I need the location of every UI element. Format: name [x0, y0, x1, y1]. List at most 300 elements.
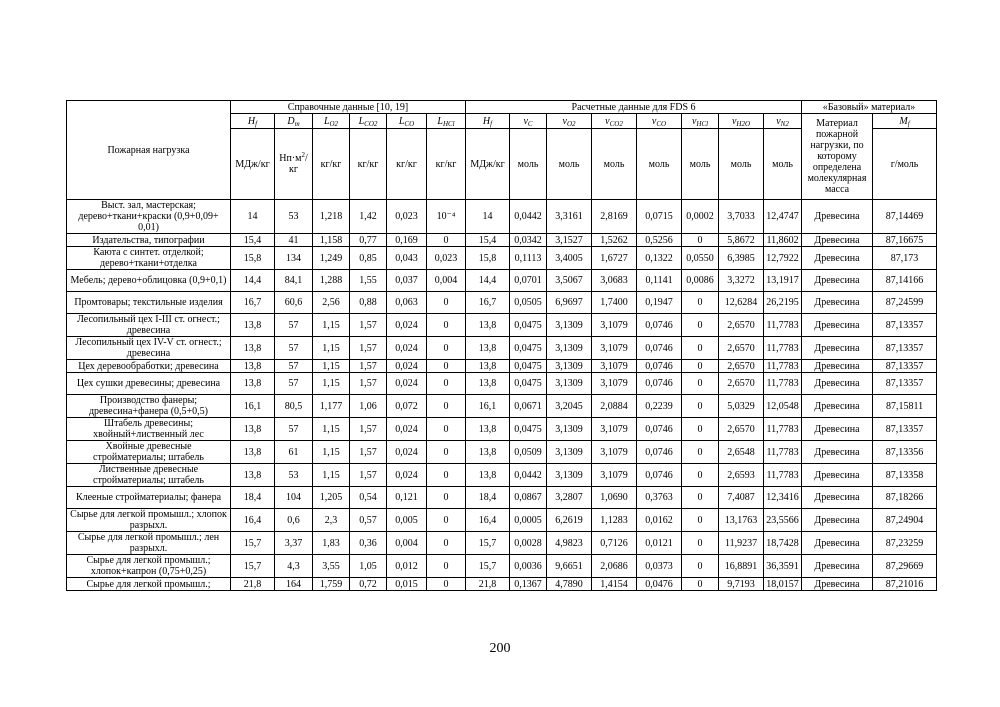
table-cell: 15,7 — [231, 532, 275, 555]
table-cell: 13,8 — [466, 337, 510, 360]
table-cell: 87,18266 — [873, 487, 937, 509]
table-cell: 1,57 — [350, 314, 387, 337]
table-row — [67, 555, 937, 578]
column-symbol-mf: $M_f$ — [873, 114, 937, 129]
table-row — [67, 373, 937, 395]
column-symbol: $\nu_{N2}$ — [764, 114, 802, 129]
table-cell: 11,8602 — [764, 234, 802, 247]
table-cell: 1,15 — [313, 337, 350, 360]
table-cell: Древесина — [802, 487, 873, 509]
table-cell: 0 — [427, 337, 466, 360]
document-page — [66, 100, 936, 591]
table-cell: 13,8 — [231, 337, 275, 360]
table-cell: 1,158 — [313, 234, 350, 247]
table-cell: 0 — [427, 360, 466, 373]
table-cell: 0,043 — [387, 247, 427, 270]
table-cell: 1,57 — [350, 441, 387, 464]
table-cell: 2,6548 — [719, 441, 764, 464]
header-reference-data: Справочные данные [10, 19] — [231, 101, 466, 114]
table-cell: 0,0746 — [637, 464, 682, 487]
table-cell: 5,0329 — [719, 395, 764, 418]
table-cell: 3,1079 — [592, 373, 637, 395]
table-cell: 0,77 — [350, 234, 387, 247]
fire-load-name: Хвойные древесные стройматериалы; штабель — [67, 441, 231, 464]
table-cell: 6,3985 — [719, 247, 764, 270]
table-cell: 87,13356 — [873, 441, 937, 464]
table-cell: 1,57 — [350, 373, 387, 395]
table-cell: 1,6727 — [592, 247, 637, 270]
table-row — [67, 337, 937, 360]
table-cell: 0,36 — [350, 532, 387, 555]
table-cell: Древесина — [802, 292, 873, 314]
column-unit: $Нп\cdot м^2/$ кг — [275, 129, 313, 200]
column-symbol: $L_{CO2}$ — [350, 114, 387, 129]
table-cell: 12,4747 — [764, 200, 802, 234]
table-cell: 1,05 — [350, 555, 387, 578]
table-cell: 0,063 — [387, 292, 427, 314]
table-cell: Древесина — [802, 395, 873, 418]
table-cell: 0,0746 — [637, 441, 682, 464]
table-cell: Древесина — [802, 200, 873, 234]
fire-load-name: Лесопильный цех I-III ст. огнест.; древесина — [67, 314, 231, 337]
table-cell: 0,0475 — [510, 314, 547, 337]
table-cell: 104 — [275, 487, 313, 509]
fire-load-name: Мебель; дерево+облицовка (0,9+0,1) — [67, 270, 231, 292]
table-cell: 0,015 — [387, 578, 427, 591]
table-cell: 0,72 — [350, 578, 387, 591]
column-symbol: $\nu_{O2}$ — [547, 114, 592, 129]
table-cell: 21,8 — [466, 578, 510, 591]
table-cell: 84,1 — [275, 270, 313, 292]
table-cell: 0,0162 — [637, 509, 682, 532]
column-symbol: $\nu_{CO}$ — [637, 114, 682, 129]
table-cell: 13,8 — [466, 464, 510, 487]
table-cell: 0,012 — [387, 555, 427, 578]
table-cell: 15,7 — [466, 555, 510, 578]
table-cell: 0 — [682, 487, 719, 509]
table-cell: 0,85 — [350, 247, 387, 270]
table-cell: 57 — [275, 314, 313, 337]
table-cell: 3,1079 — [592, 314, 637, 337]
table-cell: 0,1367 — [510, 578, 547, 591]
table-cell: 1,759 — [313, 578, 350, 591]
column-unit: моль — [682, 129, 719, 200]
column-symbol: $L_{O2}$ — [313, 114, 350, 129]
table-cell: 3,5067 — [547, 270, 592, 292]
table-cell: 0 — [427, 373, 466, 395]
fire-load-name: Клееные стройматериалы; фанера — [67, 487, 231, 509]
fire-load-name: Штабель древесины; хвойный+лиственный лес — [67, 418, 231, 441]
table-cell: 16,8891 — [719, 555, 764, 578]
table-cell: 87,14166 — [873, 270, 937, 292]
table-cell: 0,0746 — [637, 337, 682, 360]
table-cell: 0 — [427, 532, 466, 555]
table-cell: 0,1322 — [637, 247, 682, 270]
table-cell: Древесина — [802, 578, 873, 591]
fire-load-name: Промтовары; текстильные изделия — [67, 292, 231, 314]
table-cell: 3,1309 — [547, 337, 592, 360]
table-cell: 0,0476 — [637, 578, 682, 591]
table-cell: 0,0121 — [637, 532, 682, 555]
table-cell: 87,13357 — [873, 314, 937, 337]
header-calculated-data: Расчетные данные для FDS 6 — [466, 101, 802, 114]
table-cell: 3,0683 — [592, 270, 637, 292]
table-cell: 3,3272 — [719, 270, 764, 292]
table-cell: 16,1 — [231, 395, 275, 418]
column-unit: кг/кг — [313, 129, 350, 200]
table-cell: 21,8 — [231, 578, 275, 591]
table-cell: 0,3763 — [637, 487, 682, 509]
table-cell: 0,0342 — [510, 234, 547, 247]
table-cell: 13,8 — [231, 360, 275, 373]
table-cell: 11,7783 — [764, 441, 802, 464]
table-cell: 0,024 — [387, 360, 427, 373]
table-cell: 13,8 — [231, 418, 275, 441]
table-cell: 87,14469 — [873, 200, 937, 234]
table-cell: 53 — [275, 200, 313, 234]
table-cell: 0 — [427, 395, 466, 418]
table-cell: 3,1079 — [592, 360, 637, 373]
table-row — [67, 292, 937, 314]
table-cell: 0,2239 — [637, 395, 682, 418]
table-cell: 13,8 — [231, 373, 275, 395]
column-unit: кг/кг — [387, 129, 427, 200]
table-cell: 0,0475 — [510, 337, 547, 360]
table-cell: 164 — [275, 578, 313, 591]
table-cell: Древесина — [802, 418, 873, 441]
table-cell: 0,1947 — [637, 292, 682, 314]
table-cell: Древесина — [802, 360, 873, 373]
table-cell: 1,42 — [350, 200, 387, 234]
table-cell: 0 — [427, 314, 466, 337]
fire-load-name: Лесопильный цех IV-V ст. огнест.; древесина — [67, 337, 231, 360]
table-cell: 0,0746 — [637, 373, 682, 395]
table-cell: 0 — [427, 464, 466, 487]
table-cell: 3,1527 — [547, 234, 592, 247]
table-cell: 61 — [275, 441, 313, 464]
fire-load-name: Сырье для легкой промышл.; — [67, 578, 231, 591]
table-cell: 16,1 — [466, 395, 510, 418]
table-cell: 9,7193 — [719, 578, 764, 591]
table-cell: 0 — [427, 292, 466, 314]
table-cell: 11,7783 — [764, 464, 802, 487]
column-unit: МДж/кг — [231, 129, 275, 200]
table-cell: 2,56 — [313, 292, 350, 314]
table-cell: 87,13357 — [873, 360, 937, 373]
table-cell: 3,1309 — [547, 418, 592, 441]
fire-load-name: Цех сушки древесины; древесина — [67, 373, 231, 395]
table-cell: 1,177 — [313, 395, 350, 418]
table-cell: 3,1309 — [547, 314, 592, 337]
table-row — [67, 314, 937, 337]
table-cell: 0,024 — [387, 418, 427, 441]
table-cell: 9,6651 — [547, 555, 592, 578]
table-cell: 0,0028 — [510, 532, 547, 555]
table-cell: 0,0746 — [637, 314, 682, 337]
table-cell: 18,4 — [231, 487, 275, 509]
table-cell: 3,1079 — [592, 441, 637, 464]
table-cell: 12,3416 — [764, 487, 802, 509]
table-cell: 0,0509 — [510, 441, 547, 464]
table-cell: Древесина — [802, 270, 873, 292]
table-cell: 57 — [275, 418, 313, 441]
table-cell: 36,3591 — [764, 555, 802, 578]
table-cell: 11,7783 — [764, 373, 802, 395]
table-cell: 2,0686 — [592, 555, 637, 578]
table-cell: 87,15811 — [873, 395, 937, 418]
table-cell: Древесина — [802, 441, 873, 464]
fire-load-name: Выст. зал, мастерская; дерево+ткани+краски (0,9+0,09+ 0,01) — [67, 200, 231, 234]
column-symbol: $L_{CO}$ — [387, 114, 427, 129]
table-cell: 2,6570 — [719, 373, 764, 395]
table-cell: 3,7033 — [719, 200, 764, 234]
table-cell: 0,1113 — [510, 247, 547, 270]
table-cell: 0 — [682, 395, 719, 418]
table-cell: 12,6284 — [719, 292, 764, 314]
table-cell: 0 — [682, 555, 719, 578]
column-unit: моль — [510, 129, 547, 200]
table-cell: 0,004 — [427, 270, 466, 292]
table-cell: 14,4 — [466, 270, 510, 292]
table-row — [67, 247, 937, 270]
table-cell: 3,37 — [275, 532, 313, 555]
table-cell: 0,0505 — [510, 292, 547, 314]
table-cell: 0 — [682, 418, 719, 441]
fire-load-name: Лиственные древесные стройматериалы; штабель — [67, 464, 231, 487]
table-cell: 14,4 — [231, 270, 275, 292]
table-cell: 0,0475 — [510, 373, 547, 395]
fire-load-name: Сырье для легкой промышл.; хлопок+капрон (0,75+0,25) — [67, 555, 231, 578]
table-cell: 87,24904 — [873, 509, 937, 532]
table-cell: 87,173 — [873, 247, 937, 270]
table-cell: 0,88 — [350, 292, 387, 314]
table-cell: 12,0548 — [764, 395, 802, 418]
column-unit: кг/кг — [427, 129, 466, 200]
column-symbol: $\nu_{H2O}$ — [719, 114, 764, 129]
table-cell: 3,1079 — [592, 464, 637, 487]
table-cell: 57 — [275, 337, 313, 360]
fire-load-table — [66, 100, 937, 591]
table-cell: 1,249 — [313, 247, 350, 270]
table-cell: 0,0005 — [510, 509, 547, 532]
table-cell: 13,8 — [466, 373, 510, 395]
table-cell: 2,6593 — [719, 464, 764, 487]
table-cell: 0,0746 — [637, 418, 682, 441]
table-row — [67, 270, 937, 292]
table-cell: 1,288 — [313, 270, 350, 292]
table-cell: 1,1283 — [592, 509, 637, 532]
table-cell: 11,7783 — [764, 360, 802, 373]
table-cell: 0 — [682, 578, 719, 591]
table-cell: 0 — [682, 373, 719, 395]
table-cell: 0 — [682, 314, 719, 337]
table-cell: 0 — [682, 337, 719, 360]
fire-load-name: Производство фанеры; древесина+фанера (0,5+0,5) — [67, 395, 231, 418]
table-cell: 0 — [427, 578, 466, 591]
table-cell: 0,024 — [387, 337, 427, 360]
fire-load-name: Цех деревообработки; древесина — [67, 360, 231, 373]
table-cell: 12,7922 — [764, 247, 802, 270]
table-cell: Древесина — [802, 234, 873, 247]
table-cell: 0 — [682, 509, 719, 532]
table-cell: 1,06 — [350, 395, 387, 418]
table-cell: 13,8 — [466, 360, 510, 373]
table-row — [67, 418, 937, 441]
table-cell: 13,1917 — [764, 270, 802, 292]
table-cell: 4,3 — [275, 555, 313, 578]
table-cell: 3,1309 — [547, 373, 592, 395]
table-cell: 11,7783 — [764, 418, 802, 441]
table-row — [67, 200, 937, 234]
table-cell: 3,1079 — [592, 337, 637, 360]
table-cell: Древесина — [802, 337, 873, 360]
table-cell: 0,024 — [387, 464, 427, 487]
table-cell: 1,205 — [313, 487, 350, 509]
table-cell: 0,169 — [387, 234, 427, 247]
table-cell: 0,0442 — [510, 464, 547, 487]
table-cell: 5,8672 — [719, 234, 764, 247]
column-symbol: $\nu_C$ — [510, 114, 547, 129]
table-cell: 13,8 — [231, 314, 275, 337]
table-cell: 87,13357 — [873, 337, 937, 360]
table-cell: 1,15 — [313, 314, 350, 337]
table-cell: 3,3161 — [547, 200, 592, 234]
table-cell: 4,9823 — [547, 532, 592, 555]
table-cell: 1,218 — [313, 200, 350, 234]
table-cell: Древесина — [802, 247, 873, 270]
fire-load-name: Каюта с синтет. отделкой; дерево+ткани+отделка — [67, 247, 231, 270]
table-cell: 14 — [466, 200, 510, 234]
table-cell: 15,8 — [231, 247, 275, 270]
table-cell: 0,072 — [387, 395, 427, 418]
table-cell: 15,4 — [231, 234, 275, 247]
table-cell: 2,6570 — [719, 314, 764, 337]
table-cell: 0 — [427, 555, 466, 578]
table-cell: 0,57 — [350, 509, 387, 532]
table-row — [67, 441, 937, 464]
table-cell: 0 — [682, 464, 719, 487]
table-cell: 14 — [231, 200, 275, 234]
column-symbol: $H_f$ — [231, 114, 275, 129]
table-cell: 3,2045 — [547, 395, 592, 418]
table-cell: 1,57 — [350, 360, 387, 373]
table-cell: 0,5256 — [637, 234, 682, 247]
table-cell: 0,0867 — [510, 487, 547, 509]
header-base-material: «Базовый» материал» — [802, 101, 937, 114]
table-cell: 1,0690 — [592, 487, 637, 509]
table-cell: 0 — [427, 234, 466, 247]
table-cell: 1,57 — [350, 337, 387, 360]
table-cell: 13,8 — [231, 464, 275, 487]
column-unit: моль — [547, 129, 592, 200]
table-cell: 87,13357 — [873, 373, 937, 395]
table-cell: 0,024 — [387, 373, 427, 395]
table-cell: 1,5262 — [592, 234, 637, 247]
column-unit: моль — [592, 129, 637, 200]
table-cell: 1,83 — [313, 532, 350, 555]
table-cell: 18,0157 — [764, 578, 802, 591]
table-cell: 6,9697 — [547, 292, 592, 314]
table-cell: 1,15 — [313, 441, 350, 464]
table-row — [67, 578, 937, 591]
table-cell: Древесина — [802, 555, 873, 578]
table-cell: 0 — [682, 292, 719, 314]
column-unit: моль — [764, 129, 802, 200]
table-cell: 60,6 — [275, 292, 313, 314]
table-cell: 87,13358 — [873, 464, 937, 487]
table-cell: 10⁻⁴ — [427, 200, 466, 234]
table-cell: 0,004 — [387, 532, 427, 555]
column-unit: МДж/кг — [466, 129, 510, 200]
table-cell: 2,8169 — [592, 200, 637, 234]
table-cell: 3,55 — [313, 555, 350, 578]
table-cell: 0,0086 — [682, 270, 719, 292]
header-fire-load: Пожарная нагрузка — [67, 101, 231, 200]
table-cell: 0,0475 — [510, 418, 547, 441]
table-cell: Древесина — [802, 509, 873, 532]
table-cell: 18,7428 — [764, 532, 802, 555]
column-symbol: $H_f$ — [466, 114, 510, 129]
table-cell: 0,1141 — [637, 270, 682, 292]
table-cell: 0,0036 — [510, 555, 547, 578]
table-cell: 87,24599 — [873, 292, 937, 314]
table-cell: 80,5 — [275, 395, 313, 418]
table-cell: 87,29669 — [873, 555, 937, 578]
table-cell: 0,7126 — [592, 532, 637, 555]
table-cell: 6,2619 — [547, 509, 592, 532]
table-cell: 15,8 — [466, 247, 510, 270]
table-cell: 87,13357 — [873, 418, 937, 441]
table-cell: 11,7783 — [764, 314, 802, 337]
table-cell: 0,0373 — [637, 555, 682, 578]
table-cell: 0 — [682, 532, 719, 555]
table-cell: 0,037 — [387, 270, 427, 292]
table-cell: 7,4087 — [719, 487, 764, 509]
table-cell: 0 — [682, 441, 719, 464]
table-cell: 13,1763 — [719, 509, 764, 532]
table-cell: 0,0442 — [510, 200, 547, 234]
table-cell: 1,57 — [350, 464, 387, 487]
table-cell: 0,0746 — [637, 360, 682, 373]
table-row — [67, 395, 937, 418]
table-cell: 4,7890 — [547, 578, 592, 591]
table-cell: Древесина — [802, 464, 873, 487]
table-cell: 1,15 — [313, 464, 350, 487]
table-cell: 57 — [275, 373, 313, 395]
table-cell: 2,3 — [313, 509, 350, 532]
table-cell: 16,7 — [231, 292, 275, 314]
table-cell: 0,0715 — [637, 200, 682, 234]
table-cell: 53 — [275, 464, 313, 487]
table-cell: 15,4 — [466, 234, 510, 247]
table-cell: 13,8 — [466, 314, 510, 337]
table-row — [67, 487, 937, 509]
table-cell: 0 — [427, 441, 466, 464]
page-number: 200 — [489, 641, 511, 656]
column-symbol: $\nu_{HCl}$ — [682, 114, 719, 129]
table-cell: 87,16675 — [873, 234, 937, 247]
table-cell: 3,4005 — [547, 247, 592, 270]
table-cell: 0,005 — [387, 509, 427, 532]
table-cell: 0,0671 — [510, 395, 547, 418]
table-cell: 0,023 — [387, 200, 427, 234]
table-cell: 16,7 — [466, 292, 510, 314]
table-cell: 3,2807 — [547, 487, 592, 509]
table-cell: 13,8 — [466, 418, 510, 441]
table-cell: 0,0701 — [510, 270, 547, 292]
column-symbol: $L_{HCl}$ — [427, 114, 466, 129]
table-cell: 1,7400 — [592, 292, 637, 314]
